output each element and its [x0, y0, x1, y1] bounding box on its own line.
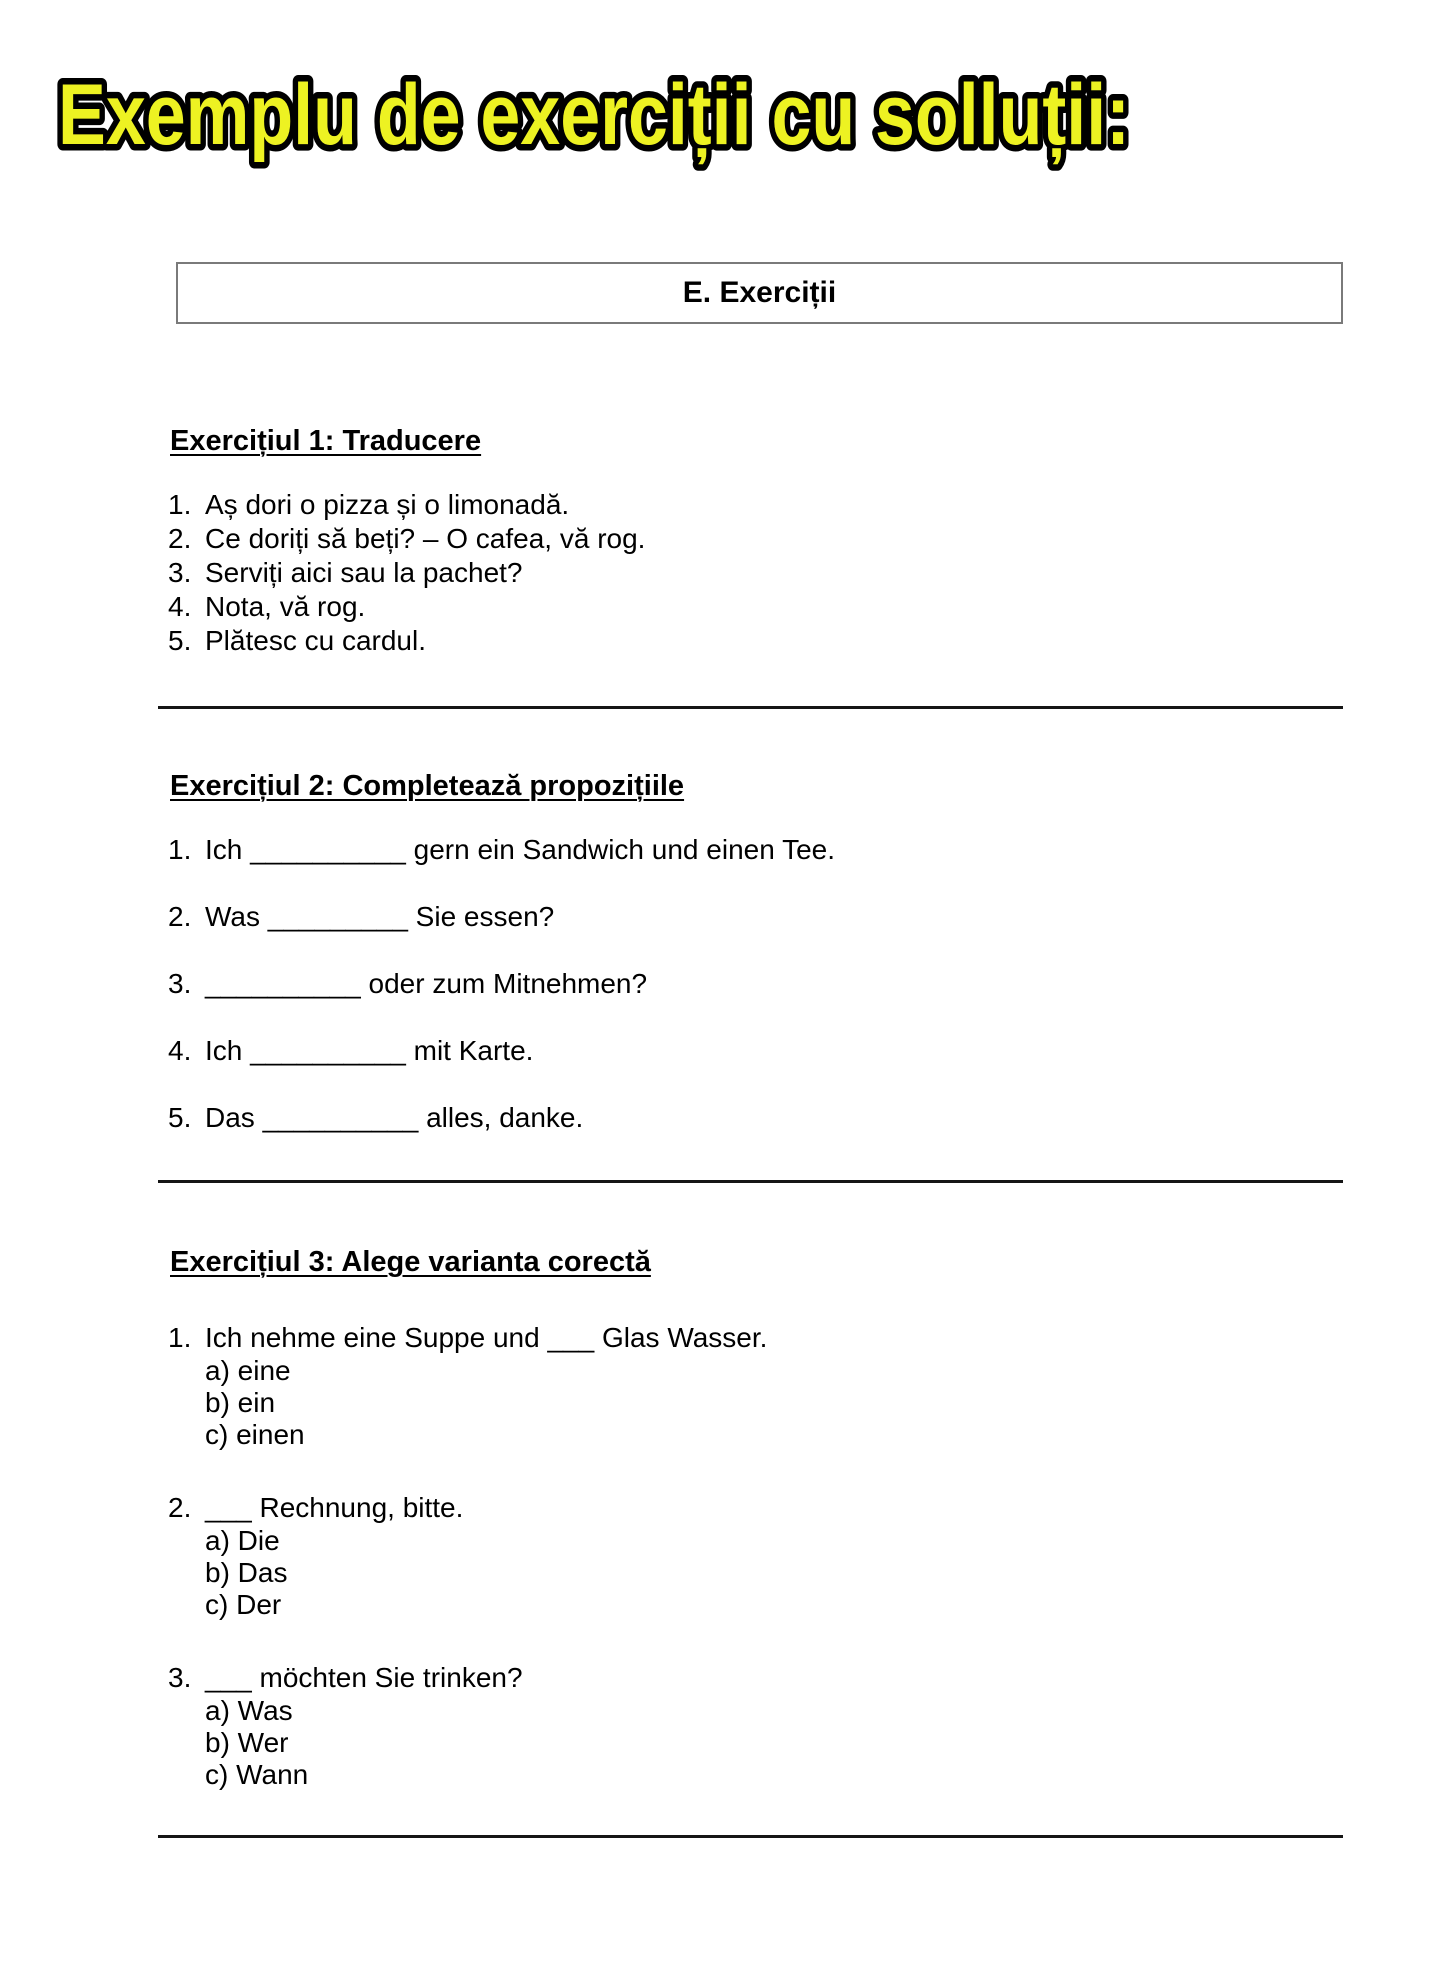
item-text: Serviți aici sau la pachet? [205, 557, 523, 588]
item-number: 1. [168, 1322, 192, 1353]
item-text: __________ oder zum Mitnehmen? [205, 968, 648, 999]
item-number: 2. [168, 1492, 192, 1523]
item-text: Nota, vă rog. [205, 591, 366, 622]
section-divider [158, 1180, 1343, 1183]
question-text: ___ Rechnung, bitte. [205, 1492, 464, 1523]
page-title [0, 52, 1445, 180]
exercise-1-heading: Exercițiul 1: Traducere [170, 425, 482, 457]
multiple-choice-question [168, 1491, 1343, 1621]
section-exercise-1 [158, 424, 1343, 658]
item-text: Ich __________ mit Karte. [205, 1035, 534, 1066]
exercises-header-label: E. Exerciții [682, 276, 837, 309]
fill-blank-item [168, 967, 1343, 1001]
question-text: ___ möchten Sie trinken? [205, 1662, 523, 1693]
section-exercise-2 [158, 769, 1343, 1135]
choice-option: c) Wann [205, 1759, 309, 1790]
question-text: Ich nehme eine Suppe und ___ Glas Wasser. [205, 1322, 768, 1353]
exercise-item [168, 556, 1343, 590]
item-number: 2. [168, 901, 192, 932]
item-number: 5. [168, 1102, 192, 1133]
item-number: 1. [168, 489, 192, 520]
item-number: 3. [168, 968, 192, 999]
choice-options [205, 1355, 1343, 1451]
worksheet-content [158, 262, 1343, 1838]
item-number: 3. [168, 557, 192, 588]
item-text: Das __________ alles, danke. [205, 1102, 584, 1133]
exercise-2-list [168, 833, 1343, 1135]
exercise-1-list [168, 488, 1343, 658]
exercise-item [168, 488, 1343, 522]
choice-option: c) Der [205, 1589, 282, 1620]
page-title-text: Exemplu de exerciții cu solluții: [58, 67, 1344, 163]
exercise-3-heading: Exercițiul 3: Alege varianta corectă [170, 1246, 651, 1278]
exercise-3-list [168, 1321, 1343, 1791]
exercises-header-box [176, 262, 1343, 324]
item-text: Aș dori o pizza și o limonadă. [205, 489, 570, 520]
exercise-2-heading: Exercițiul 2: Completează propozițiile [170, 770, 685, 802]
question-line [168, 1661, 1343, 1695]
fill-blank-item [168, 833, 1343, 867]
section-exercise-3 [158, 1245, 1343, 1791]
question-line [168, 1491, 1343, 1525]
item-number: 2. [168, 523, 192, 554]
fill-blank-item [168, 1034, 1343, 1068]
choice-option: c) einen [205, 1419, 305, 1450]
multiple-choice-question [168, 1321, 1343, 1451]
multiple-choice-question [168, 1661, 1343, 1791]
item-number: 5. [168, 625, 192, 656]
choice-option: b) ein [205, 1387, 276, 1418]
item-number: 4. [168, 591, 192, 622]
item-text: Ich __________ gern ein Sandwich und einen Tee. [205, 834, 835, 865]
item-text: Ce doriți să beți? – O cafea, vă rog. [205, 523, 646, 554]
item-text: Was _________ Sie essen? [205, 901, 555, 932]
choice-option: a) eine [205, 1355, 291, 1386]
section-divider [158, 1835, 1343, 1838]
choice-option: a) Was [205, 1695, 293, 1726]
choice-option: b) Das [205, 1557, 288, 1588]
exercise-item [168, 590, 1343, 624]
fill-blank-item [168, 900, 1343, 934]
choice-options [205, 1695, 1343, 1791]
fill-blank-item [168, 1101, 1343, 1135]
question-line [168, 1321, 1343, 1355]
choice-option: a) Die [205, 1525, 280, 1556]
exercise-item [168, 522, 1343, 556]
choice-options [205, 1525, 1343, 1621]
section-divider [158, 706, 1343, 709]
exercise-item [168, 624, 1343, 658]
choice-option: b) Wer [205, 1727, 289, 1758]
item-number: 1. [168, 834, 192, 865]
item-text: Plătesc cu cardul. [205, 625, 426, 656]
item-number: 4. [168, 1035, 192, 1066]
item-number: 3. [168, 1662, 192, 1693]
